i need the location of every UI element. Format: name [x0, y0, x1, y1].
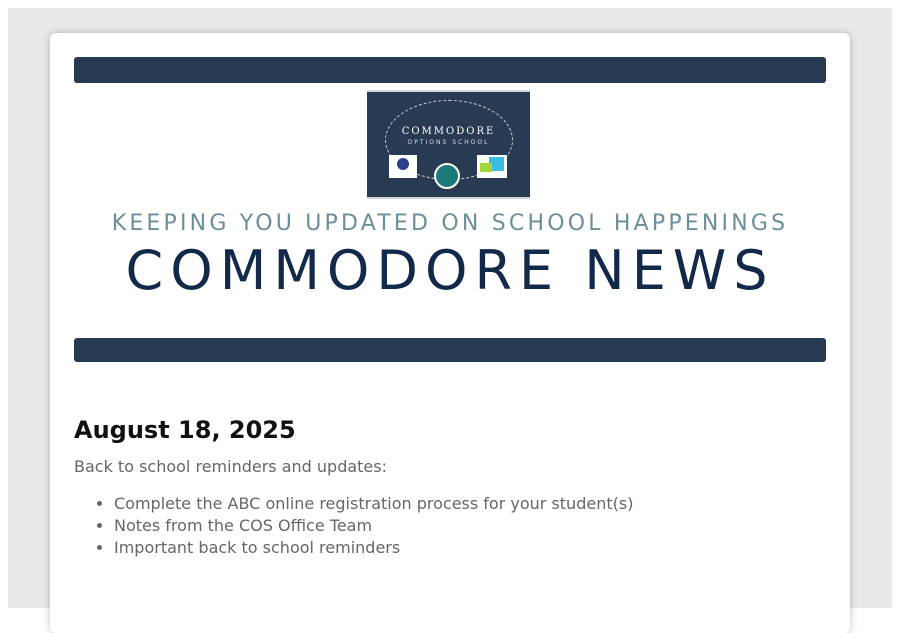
list-item: • Notes from the COS Office Team — [114, 515, 633, 537]
banner-title: COMMODORE NEWS — [125, 239, 775, 302]
list-item: • Important back to school reminders — [114, 537, 633, 559]
partner-logo-right-icon — [477, 155, 507, 178]
newsletter-card — [50, 33, 850, 633]
reminder-list — [74, 493, 633, 559]
partner-logo-left-icon — [389, 155, 417, 178]
list-item: • Complete the ABC online registration process for your student(s) — [114, 493, 633, 515]
post-intro: Back to school reminders and updates: — [74, 457, 387, 476]
logo-subtext: OPTIONS SCHOOL — [407, 139, 490, 146]
logo-text: COMMODORE — [401, 126, 496, 137]
header-bar-top — [74, 57, 826, 83]
school-logo — [367, 90, 530, 199]
header-bar-bottom — [74, 338, 826, 362]
school-seal-icon — [434, 163, 460, 189]
banner-tagline: KEEPING YOU UPDATED ON SCHOOL HAPPENINGS — [111, 211, 789, 236]
post-date: August 18, 2025 — [74, 416, 296, 444]
